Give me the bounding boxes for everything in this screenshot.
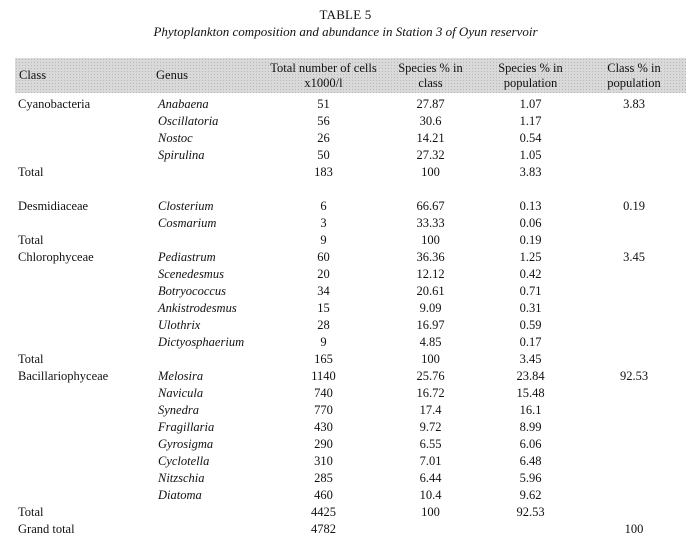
species-pct-population: 1.17 [519,114,542,128]
genus-name: Synedra [158,403,199,417]
total-label: Total [18,505,44,519]
genus-name: Melosira [158,369,204,383]
species-pct-population: 0.42 [519,267,542,281]
cell-count: 460 [314,488,333,502]
species-pct-class: 17.4 [419,403,442,417]
species-pct-class: 20.61 [416,284,445,298]
header-class: Class [19,68,47,82]
cell-count: 3 [320,216,327,230]
species-pct-class: 14.21 [416,131,445,145]
total-row [15,351,686,368]
table-row [15,334,686,351]
grand-total-cell-count: 4782 [311,522,336,536]
total-pct-population: 0.19 [519,233,542,247]
species-pct-population: 0.06 [519,216,542,230]
cell-count: 34 [317,284,330,298]
table-row [15,368,686,385]
genus-name: Spirulina [158,148,205,162]
table-header-row [15,58,686,93]
species-pct-class: 6.55 [419,437,442,451]
species-pct-class: 7.01 [419,454,442,468]
total-pct-population: 3.83 [519,165,542,179]
species-pct-population: 6.48 [519,454,542,468]
table-row [15,487,686,504]
cell-count: 290 [314,437,333,451]
table-title: TABLE 5 [319,7,372,22]
cell-count: 6 [320,199,327,213]
total-pct-population: 92.53 [516,505,545,519]
table-row [15,266,686,283]
species-pct-population: 1.07 [519,97,542,111]
table-row [15,283,686,300]
table-row [15,147,686,164]
genus-name: Gyrosigma [158,437,214,451]
cell-count: 50 [317,148,330,162]
table-row [15,453,686,470]
genus-name: Fragillaria [158,420,215,434]
cell-count: 740 [314,386,333,400]
grand-total-class-pct: 100 [624,522,644,536]
total-row [15,504,686,521]
genus-name: Cosmarium [158,216,217,230]
species-pct-population: 15.48 [516,386,545,400]
species-pct-population: 1.05 [519,148,542,162]
species-pct-population: 1.25 [519,250,542,264]
cell-count: 28 [317,318,330,332]
class-pct-population: 3.83 [623,97,645,111]
species-pct-class: 30.6 [419,114,442,128]
species-pct-population: 0.31 [519,301,542,315]
class-name: Cyanobacteria [18,97,91,111]
species-pct-class: 36.36 [416,250,445,264]
total-pct-class: 100 [421,233,440,247]
class-pct-population: 3.45 [623,250,645,264]
class-name: Bacillariophyceae [18,369,109,383]
genus-name: Cyclotella [158,454,210,468]
total-row [15,164,686,181]
total-label: Total [18,165,44,179]
species-pct-class: 4.85 [419,335,442,349]
genus-name: Ulothrix [158,318,201,332]
class-pct-population: 92.53 [619,369,649,383]
species-pct-population: 8.99 [519,420,542,434]
grand-total-row [15,521,686,538]
table-row [15,317,686,334]
total-cell-count: 183 [314,165,333,179]
header-class-pct-population: Class % in population [607,60,661,90]
cell-count: 1140 [311,369,336,383]
total-label: Total [18,233,44,247]
species-pct-population: 0.54 [519,131,542,145]
table-row [15,402,686,419]
table-row [15,93,686,113]
cell-count: 430 [314,420,333,434]
genus-name: Navicula [158,386,204,400]
table-row [15,419,686,436]
total-cell-count: 165 [314,352,333,366]
cell-count: 770 [314,403,333,417]
genus-name: Dictyosphaerium [158,335,245,349]
total-label: Total [18,352,44,366]
table-row [15,215,686,232]
class-name: Chlorophyceae [18,250,94,264]
species-pct-population: 0.17 [519,335,542,349]
genus-name: Diatoma [158,488,202,502]
total-cell-count: 9 [320,233,327,247]
cell-count: 20 [317,267,330,281]
cell-count: 60 [317,250,330,264]
species-pct-class: 66.67 [416,199,445,213]
cell-count: 9 [320,335,327,349]
genus-name: Pediastrum [158,250,216,264]
phytoplankton-table [15,58,686,538]
total-pct-class: 100 [421,505,440,519]
table-row [15,385,686,402]
species-pct-class: 12.12 [416,267,445,281]
genus-name: Nitzschia [158,471,205,485]
species-pct-population: 0.71 [519,284,542,298]
table-row [15,436,686,453]
table-row [15,113,686,130]
total-cell-count: 4425 [311,505,336,519]
total-pct-population: 3.45 [519,352,542,366]
species-pct-class: 9.09 [419,301,442,315]
total-pct-class: 100 [421,165,440,179]
genus-name: Scenedesmus [158,267,224,281]
table-caption: Phytoplankton composition and abundance in Station 3 of Oyun reservoir [153,24,538,39]
species-pct-population: 6.06 [519,437,542,451]
species-pct-population: 5.96 [519,471,542,485]
header-species-pct-population: Species % in population [498,60,563,90]
class-pct-population: 0.19 [623,199,645,213]
species-pct-population: 0.59 [519,318,542,332]
genus-name: Botryococcus [158,284,227,298]
header-species-pct-class: Species % in class [398,60,463,90]
species-pct-class: 10.4 [419,488,442,502]
header-total-cells: Total number of cells x1000/l [270,60,377,90]
cell-count: 56 [317,114,330,128]
species-pct-population: 23.84 [516,369,545,383]
genus-name: Closterium [158,199,214,213]
species-pct-class: 27.32 [416,148,445,162]
grand-total-label: Grand total [18,522,75,536]
class-name: Desmidiaceae [18,199,89,213]
species-pct-class: 25.76 [416,369,445,383]
cell-count: 285 [314,471,333,485]
genus-name: Anabaena [158,97,209,111]
genus-name: Oscillatoria [158,114,219,128]
species-pct-class: 16.72 [416,386,445,400]
species-pct-population: 0.13 [519,199,542,213]
cell-count: 26 [317,131,330,145]
table-row [15,300,686,317]
genus-name: Nostoc [158,131,193,145]
species-pct-class: 9.72 [419,420,442,434]
cell-count: 310 [314,454,333,468]
table-row [15,198,686,215]
total-row [15,232,686,249]
species-pct-class: 16.97 [416,318,445,332]
species-pct-class: 27.87 [416,97,445,111]
table-row [15,130,686,147]
table-row [15,470,686,487]
header-genus: Genus [156,68,188,82]
species-pct-class: 6.44 [419,471,442,485]
spacer-row [15,181,686,198]
cell-count: 51 [317,97,330,111]
species-pct-population: 16.1 [519,403,542,417]
total-pct-class: 100 [421,352,440,366]
table-row [15,249,686,266]
species-pct-population: 9.62 [519,488,542,502]
species-pct-class: 33.33 [416,216,445,230]
genus-name: Ankistrodesmus [158,301,237,315]
cell-count: 15 [317,301,330,315]
